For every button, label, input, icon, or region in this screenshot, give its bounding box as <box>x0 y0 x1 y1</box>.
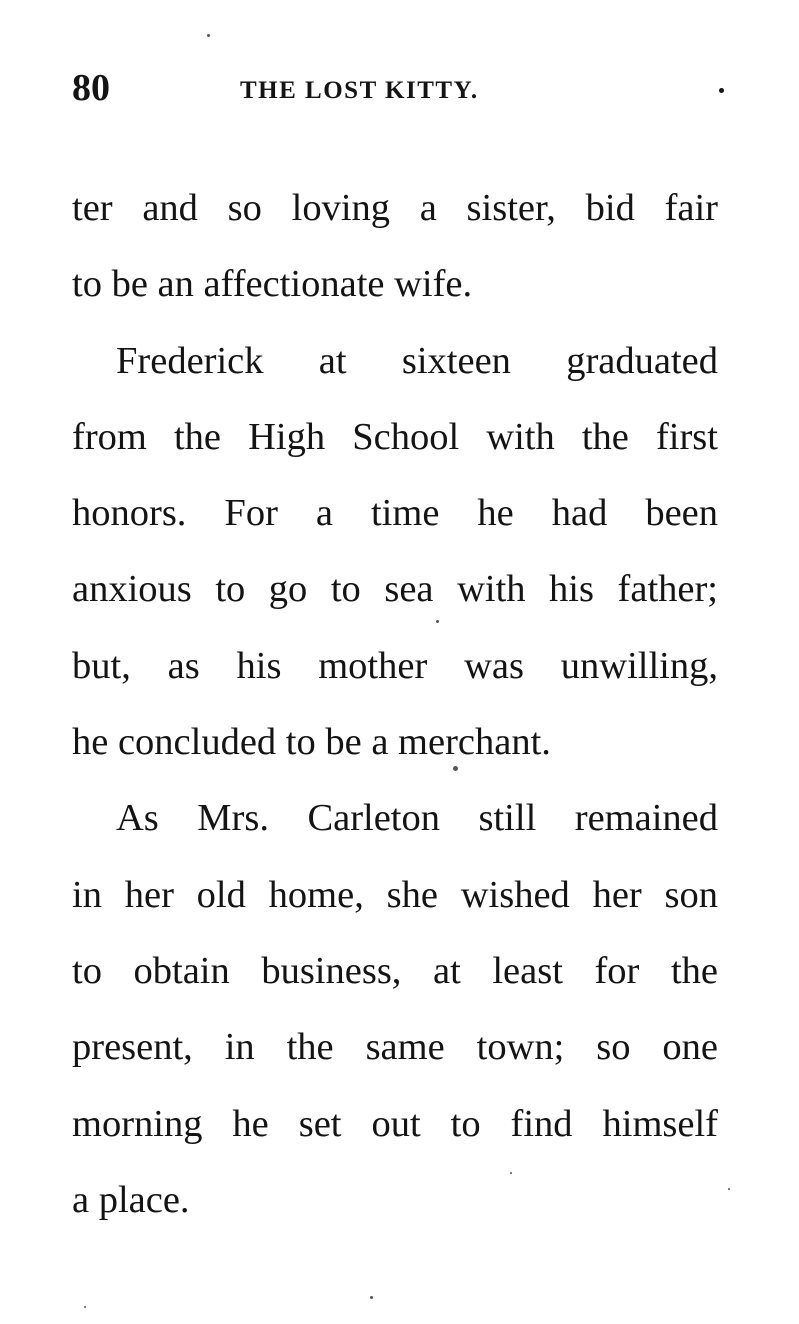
text-line: but, as his mother was unwilling, <box>72 644 718 687</box>
running-head <box>72 66 724 116</box>
scan-speck <box>370 1296 373 1299</box>
paragraph-start-line: Frederick at sixteen graduated <box>116 339 718 382</box>
printer-mark <box>719 88 724 93</box>
text-line: in her old home, she wished her son <box>72 873 718 916</box>
body-text <box>72 170 718 1238</box>
text-line: present, in the same town; so one <box>72 1026 718 1069</box>
text-line: anxious to go to sea with his father; <box>72 568 718 611</box>
text-line: from the High School with the first <box>72 415 718 458</box>
running-title: THE LOST KITTY. <box>240 77 479 104</box>
text-line: ter and so loving a sister, bid fair <box>72 187 718 229</box>
paragraph-start-line: As Mrs. Carleton still remained <box>116 797 718 840</box>
text-line: he concluded to be a merchant. <box>72 721 551 764</box>
text-line: to be an affectionate wife. <box>72 263 473 306</box>
scan-speck <box>453 766 458 771</box>
scan-speck <box>84 1306 86 1308</box>
scan-speck <box>728 1188 730 1190</box>
text-line: morning he set out to find himself <box>72 1102 718 1145</box>
text-line: honors. For a time he had been <box>72 492 718 535</box>
scan-speck <box>436 620 439 623</box>
scan-speck <box>207 34 210 37</box>
scan-speck <box>510 1172 512 1174</box>
text-line: to obtain business, at least for the <box>72 949 718 992</box>
text-line: a place. <box>72 1178 190 1221</box>
page-number: 80 <box>72 67 110 109</box>
